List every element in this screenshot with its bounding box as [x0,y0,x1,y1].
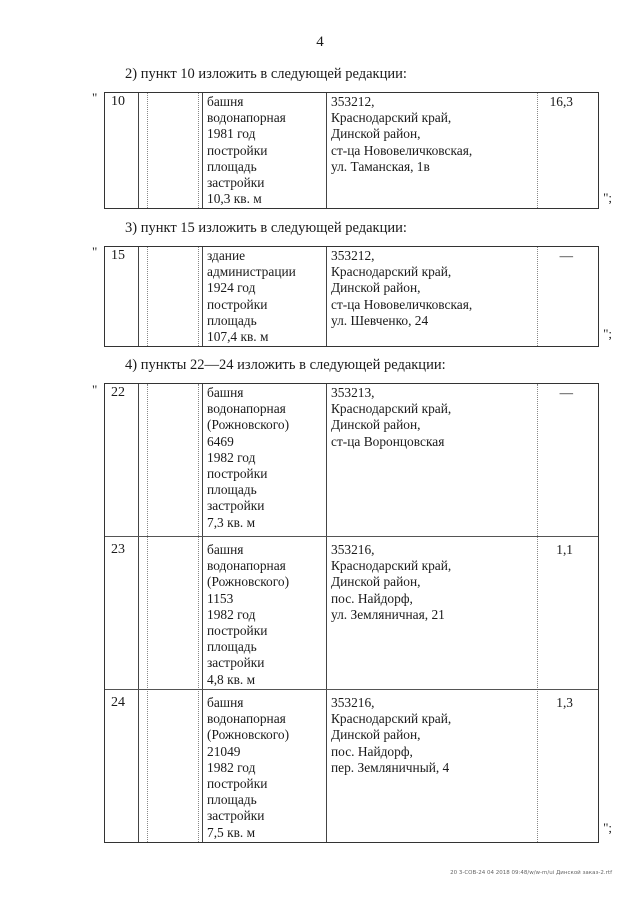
row-number: 15 [111,248,125,263]
close-quote: "; [603,190,612,205]
open-quote: " [92,90,98,105]
instruction-line: 4) пункты 22—24 изложить в следующей редакции: [125,357,446,373]
page-number: 4 [316,34,324,50]
object-name: здание администрации 1924 год постройки площадь 107,4 кв. м [207,248,296,345]
object-address: 353212, Краснодарский край, Динской район, ст-ца Нововеличковская, ул. Шевченко, 24 [331,248,473,328]
object-value: — [559,248,573,263]
object-address: 353216, Краснодарский край, Динской район, пос. Найдорф, пер. Земляничный, 4 [331,695,452,775]
object-table [104,246,599,347]
instruction-line: 2) пункт 10 изложить в следующей редакции: [125,66,407,82]
row-number: 22 [111,385,125,400]
object-value: 1,3 [556,695,573,710]
table-row [105,248,598,344]
close-quote: "; [603,820,612,835]
object-address: 353213, Краснодарский край, Динской район, ст-ца Воронцовская [331,385,452,449]
object-value: 1,1 [556,542,573,557]
object-name: башня водонапорная (Рожновского) 6469 1982 год постройки площадь застройки 7,3 кв. м [207,385,290,530]
row-divider [105,536,598,537]
open-quote: " [92,244,98,259]
row-divider [105,689,598,690]
footer-stamp: 20 3-СОВ-24 04 2018 09:48/w/w-m/ui Динской заказ-2.rtf [450,870,612,876]
row-number: 10 [111,94,125,109]
table-row [105,695,598,840]
object-value: — [559,385,573,400]
table-row [105,542,598,687]
instruction-line: 3) пункт 15 изложить в следующей редакции: [125,220,407,236]
close-quote: "; [603,326,612,341]
row-number: 23 [111,542,125,557]
object-address: 353216, Краснодарский край, Динской район, пос. Найдорф, ул. Земляничная, 21 [331,542,452,622]
object-name: башня водонапорная 1981 год постройки площадь застройки 10,3 кв. м [207,94,286,207]
object-table [104,383,599,843]
object-address: 353212, Краснодарский край, Динской район, ст-ца Нововеличковская, ул. Таманская, 1в [331,94,473,174]
table-row [105,385,598,535]
object-value: 16,3 [549,94,573,109]
object-name: башня водонапорная (Рожновского) 21049 1982 год постройки площадь застройки 7,5 кв. м [207,695,290,840]
object-table [104,92,599,209]
object-name: башня водонапорная (Рожновского) 1153 1982 год постройки площадь застройки 4,8 кв. м [207,542,290,687]
row-number: 24 [111,695,125,710]
open-quote: " [92,382,98,397]
table-row [105,94,598,206]
